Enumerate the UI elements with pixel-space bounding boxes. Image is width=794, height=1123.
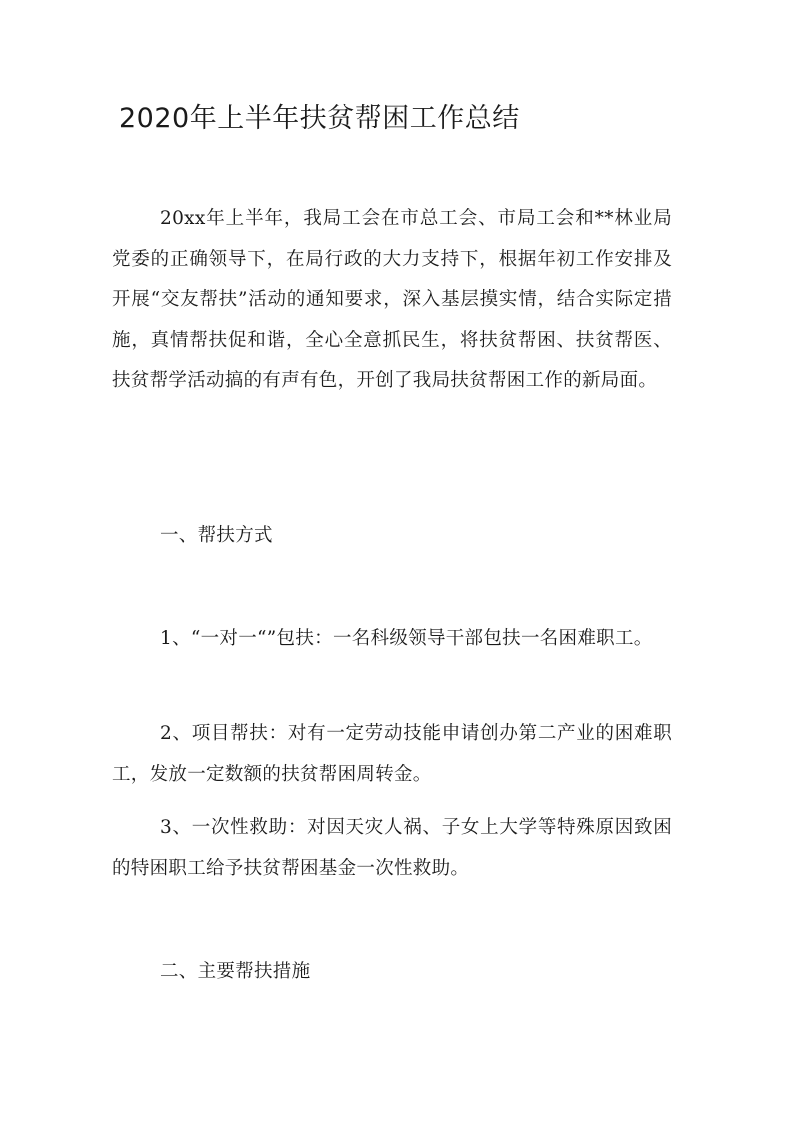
document-title: 2020年上半年扶贫帮困工作总结: [119, 103, 520, 134]
support-method-item-2: 2、项目帮扶：对有一定劳动技能申请创办第二产业的困难职工，发放一定数额的扶贫帮困周转金。: [112, 723, 672, 785]
support-method-item-3: 3、一次性救助：对因天灾人祸、子女上大学等特殊原因致困的特困职工给予扶贫帮困基金一次性救助。: [112, 817, 672, 879]
section-heading-main-measures: 二、主要帮扶措施: [160, 961, 311, 982]
intro-paragraph: 20xx年上半年，我局工会在市总工会、市局工会和**林业局党委的正确领导下，在局行政的大力支持下，根据年初工作安排及开展“交友帮扶”活动的通知要求，深入基层摸实情，结合实际定措施，真情帮扶促和谐，全心全意抓民生，将扶贫帮困、扶贫帮医、扶贫帮学活动搞的有声有色，开创了我局扶贫帮困工作的新局面。: [112, 208, 672, 391]
section-heading-support-methods: 一、帮扶方式: [160, 525, 273, 546]
support-method-item-1: 1、“一对一“”包扶：一名科级领导干部包扶一名困难职工。: [160, 628, 653, 649]
